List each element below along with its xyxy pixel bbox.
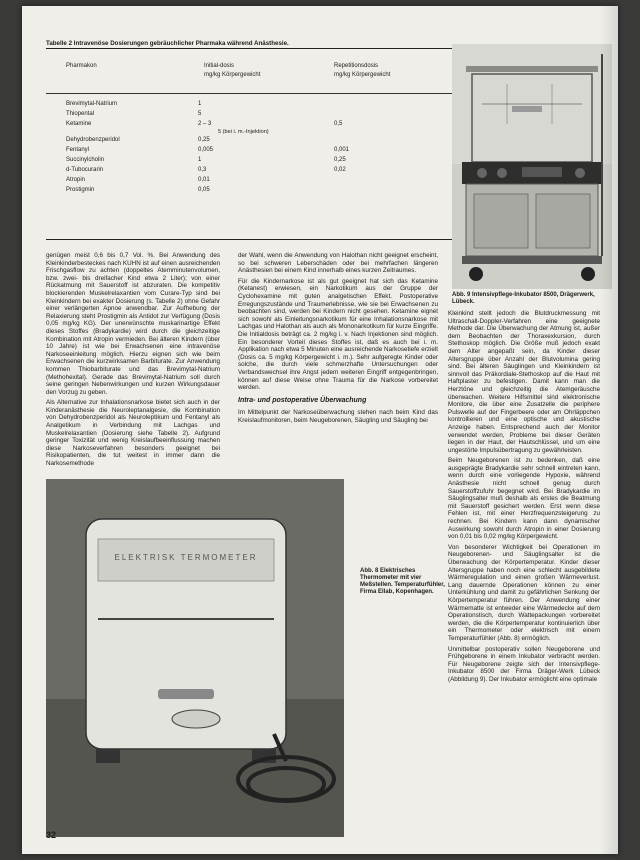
header-initial-line1: Initial-dosis [204,63,235,69]
thermometer-photo [46,479,344,837]
cell-drug: Fentanyl [66,147,90,153]
table-body [46,99,460,195]
header-pharmakon: Pharmakon [66,63,97,69]
table-header [46,49,460,94]
table-caption: Tabelle 2 Intravenöse Dosierungen gebräuchlicher Pharmaka während Anästhesie. [46,40,289,47]
cell-initial: 0,25 [198,137,210,143]
cell-drug: Brevimytal-Natrium [66,101,118,107]
text-column-middle [238,252,438,512]
text-column-right [448,310,600,844]
table-row [46,155,460,165]
cell-repeat: 0,001 [334,147,350,153]
table-row [46,185,460,195]
cell-drug: Dehydrobenzperidol [66,137,120,143]
thermometer-illustration [46,479,344,837]
cell-drug: Atropin [66,177,86,183]
cell-initial: 1 [198,101,202,107]
figure9-caption: Abb. 9 Intensivpflege-Inkubator 8500, Drägerwerk, Lübeck. [452,292,595,305]
header-repeat [334,62,454,80]
section-heading: Intra- und postoperative Überwachung [238,396,367,404]
cell-drug: Thiopental [66,111,95,117]
paragraph: Von besonderer Wichtigkeit bei Operationen im Neugeborenen- und Säuglingsalter ist die Überwachung der Körpertemperatur. Kinder dieser Altersgruppe haben noch eine schlecht ausgebildete Wärmeregulation und einen großen Wärmeverlust. Lang dauernde Operationen können zu einer Unterkühlung und damit zu gefährlichen Senkung der Körpertemperatur führen. Der Anwendung einer Wärmematte ist entweder eine Wärmedecke auf dem Operationstisch, durch Wattepackungen vorbereitet werden, die die Körpertemperatur kontinuierlich über ein Thermometer oder elektrisch mit einem Temperaturfühler (Abb. 8) ermöglich. [448,543,600,642]
cell-initial: 0,3 [198,167,207,173]
cell-initial: 0,005 [198,147,214,153]
table-row [46,119,460,135]
paragraph: der Wahl, wenn die Anwendung von Halothan nicht geeignet erscheint, so bei schweren Leberschäden oder bei mehrfachen längeren Anästhesien bei einem Kind innerhalb eines kurzen Zeitraumes. [238,252,438,275]
table-row [46,99,460,109]
table-row [46,175,460,185]
cell-repeat: 0,02 [334,167,346,173]
cell-initial-note: 5 (bei i. m.-Injektion) [218,129,269,135]
cell-initial: 5 [198,111,202,117]
dosage-table [46,48,460,240]
paragraph: Im Mittelpunkt der Narkoseüberwachung stehen nach beim Kind das Kreislaufmonitoren, beim Neugeborenen, Säugling und Säugling bei [238,409,438,424]
incubator-illustration [452,44,612,289]
header-repeat-line1: Repetitionsdosis [334,63,379,69]
page-number: 32 [46,830,57,840]
header-initial-line2: mg/kg Körpergewicht [204,72,261,78]
table-row [46,165,460,175]
cell-drug: Prostigmin [66,187,95,193]
cell-initial: 2 – 3 [198,121,212,127]
table-row [46,135,460,145]
paragraph: Unmittelbar postoperativ sollen Neugeborene und Frühgeborene in einem Inkubator verbracht werden. Für Neugeborene zeigte sich der Intensivpflege-Inkubator 8500 der Firma Dräger-Werk Lübeck (Abbildung 9). Der Inkubator ermöglicht eine optimale [448,645,600,683]
cell-initial: 0,05 [198,187,210,193]
table-row [46,109,460,119]
text-column-left [46,252,220,474]
figure8-caption: Abb. 8 Elektrisches Thermometer mit vier Meßstellen. Temperaturfühler, Firma Ellab, Kopenhagen. [360,568,445,595]
document-page [22,6,618,854]
cell-initial: 1 [198,157,202,163]
cell-drug: d-Tubocurarin [66,167,104,173]
cell-drug: Ketamine [66,121,92,127]
paragraph: Kleinkind stellt jedoch die Blutdruckmessung mit Ultraschall-Doppler-Verfahren eine geeignete Methode dar. Die Überwachung der Atmung ist, außer dem Beobachten der Thoraxexkursion, durch Stethoskop möglich. Die Größe muß jedoch exakt dem Alter angepaßt sein, da Kinder dieser Altersgruppe über Anzahl der Blutvolumina gering sind. Bei älteren Säuglingen und Kleinkindern ist sinnvoll das Präkordiale-Stethoskop auf die Haut mit Haftplaster zu befestigen. Damit kann man die Herztöne und gleichzeitig die Atemgeräusche überwachen. Weitere Hilfsmittel sind elektronische Monitore, die über eine Zusatzelle die periphere Pulswelle auf der Fingerbeere oder am Ohrläppchen kontrollieren und eine optische und akustische Anzeige haben. Entsprechend auch der Monitor verwendet werden, Probleme bei dieser Geräten liegen in der Haut, der Hautschlüssel, und um eine ungestörte Impulsübertragung zu gewährleisten. [448,310,600,454]
paragraph: Für die Kindernarkose ist als gut geeignet hat sich das Ketamine (Ketanest) erwiesen, ein Narkotikum aus der Gruppe der Cyclohexamine mit guten analgetischen Effekt. Postoperative Erregungszustände und Traumerlebnisse, wie sie bei Erwachsenen zu beobachten sind, werden bei Kindern nicht gesehen. Ketamine eignet sich sowohl als Einleitungsnarkotikum für eine Inhalationsnarkose mit Lachgas und Halothan als auch als Mononarkotikum für kurze Eingriffe. Die Initialdosis beträgt ca. 2 mg/kg i. v. Nach Injektionen sind möglich. Ein besonderer Vorteil dieses Stoffes ist, daß es auch bei i. m. Applikation nach etwa 5 Minuten eine ausreichende Narkosetiefe erzielt (Dosis ca. 5 mg/kg Körpergewicht i. m.). Sehr aufgeregte Kinder oder solche, die durch viele schmerzhafte Untersuchungen oder Verbandswechsel ihre Angst jedem weiteren Eingriff entgegenbringen, können auf diese Weise ohne Trauma für die Narkose vorbereitet werden. [238,277,438,392]
paragraph: Beim Neugeborenen ist zu bedenken, daß eine ausgeprägte Bradykardie sehr schnell eintreten kann, wenn durch eine vorliegende Hypoxie, während Anästhesie nicht schnell genug durch Sauerstoffzufuhr begegnet wird. Bei Bradykardie im Säuglingsalter muß deshalb als erstes die Beatmung mit Sauerstoff gesichert werden. Erst wenn diese Fehlen ist, mit einer Herzfrequenzsteigerung zu rechnen. Bei Kindern kann dann dynamischer Auswirkung sowohl durch Atropin in einer Dosierung von 0,01 bis 0,02 mg/kg Körpergewicht. [448,457,600,541]
table-row [46,145,460,155]
header-repeat-line2: mg/kg Körpergewicht [334,72,391,78]
incubator-photo [452,44,612,289]
device-label: ELEKTRISK TERMOMETER [114,553,258,562]
cell-repeat: 0,5 [334,121,343,127]
cell-drug: Succinylcholin [66,157,105,163]
header-initial [204,62,324,80]
paragraph: Als Alternative zur Inhalationsnarkose bietet sich auch in der Kinderanästhesie die Neuroleptanalgesie, die Kombination von Dehydrobenzperidol als Neuroleptikum und Fentanyl als Analgetikum in Verbindung mit Lachgas und Muskelrelaxantien (Dosierung siehe Tabelle 2). Aufgrund geringer Toxizität und wenig Kreislaufbeeinflussung machen diese Narkoseverfahren besonders geeignet bei Risikopatienten, die tut weitest in immer dann die Narkosemethode [46,399,220,468]
paragraph: genügen meist 0,6 bis 0,7 Vol. %. Bei Anwendung des Kleinkinderbesteckes nach KUHN ist auf einen ausreichenden Frischgasflow zu achten (doppeltes Atemminutenvolumen, bzw. zwei- bis dreifacher Kind etwa 2 Liter); von einer Rückatmung mit Sauerstoff ist abzuraten. Die kompetitiv blockierenden Muskelrelaxantien vom Curare-Typ sind bei Kleinkindern bei exakter Dosierung (s. Tabelle 2) ohne Gefahr einer verlängerten Apnoe anwendbar. Zur Aufhebung der Relaxierung steht Prostigmin als Antidot zur Verfügung (Dosis 0,05 mg/kg KG). Der unerwünschte muskarinartige Effekt dieses Stoffes (Bradykardie) wird durch die gleichzeitige Kombination mit Atropin vermieden. Bei älteren Kindern (über 10 Jahre) ist wie bei Erwachsenen eine intravenöse Narkoseeinleitung möglich. Hierzu eignen sich wie beim Erwachsenen die kurzwirksamen Barbiturate. Zur Anwendung kommen Thiobarbiturate und das Brevimytal-Natrium (Methohexital). Gerade das Brevimytal-Natrium soll durch seine geringen Nebenwirkungen und kurzen Wirkungsdauer den Vorzug zu geben. [46,252,220,396]
cell-initial: 0,01 [198,177,210,183]
cell-repeat: 0,25 [334,157,346,163]
